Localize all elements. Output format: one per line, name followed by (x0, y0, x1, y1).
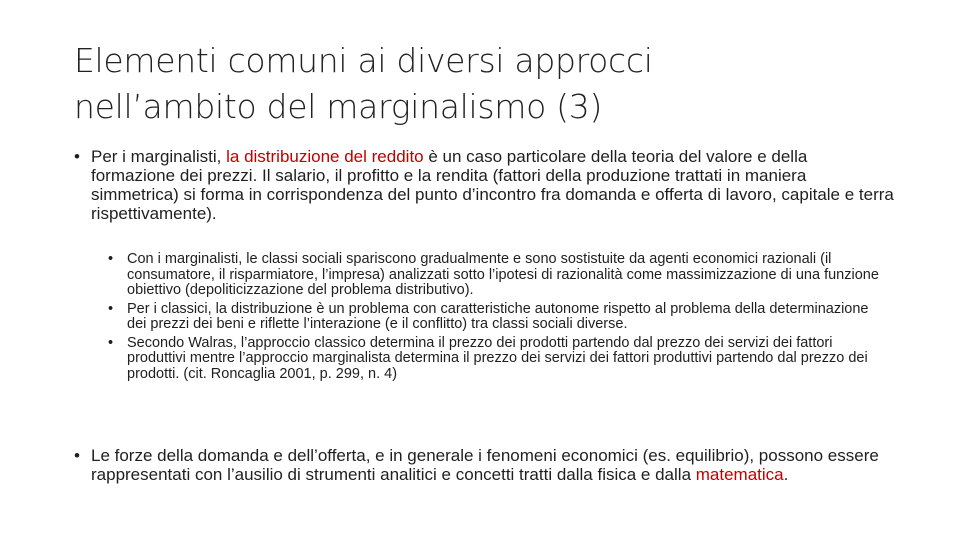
sub-bullet-item-1 (108, 252, 888, 299)
bullet-dot-icon: • (108, 334, 114, 351)
bullet-text-2-highlight: matematica (695, 465, 784, 484)
slide-title-line-1: Elementi comuni ai diversi approcci (74, 41, 653, 80)
bullet-text-2-after: . (783, 465, 789, 484)
sub-bullet-text-1: Con i marginalisti, le classi sociali spariscono gradualmente e sono sostistuite da agenti economici razionali (il consumatore, il risparmiatore, l’impresa) analizzati sotto l’ipotesi di razionalità come massimizzazione di una funzione obiettivo (depoliticizzazione del problema distributivo). (127, 251, 879, 298)
sub-bullet-item-2 (108, 302, 888, 333)
sub-bullet-item-3 (108, 336, 888, 383)
sub-bullet-list (108, 252, 888, 385)
bullet-item-1 (74, 147, 894, 223)
bullet-text-1 (91, 147, 894, 223)
bullet-dot-icon: • (74, 147, 80, 166)
bullet-text-1-highlight: la distribuzione del reddito (226, 147, 424, 166)
bullet-dot-icon: • (108, 251, 114, 267)
bullet-dot-icon: • (108, 300, 114, 317)
bullet-text-2-before: Le forze della domanda e dell’offerta, e in generale i fenomeni economici (es. equilibrio), possono essere rappresentati con l’ausilio di strumenti analitici e concetti tratti dalla fisica e dalla (91, 446, 879, 484)
slide-title-line-2: nell’ambito del marginalismo (3) (74, 87, 603, 126)
bullet-text-2 (91, 446, 894, 484)
bullet-text-1-before: Per i marginalisti, (91, 147, 227, 166)
bullet-text-1-after: è un caso particolare della teoria del valore e della formazione dei prezzi. Il salario, il profitto e la rendita (fattori della produzione trattati in maniera simmetrica) si forma in corrispondenza del punto d’incontro fra domanda e offerta di lavoro, capitale e terra rispettivamente). (91, 147, 894, 223)
sub-bullet-text-2: Per i classici, la distribuzione è un problema con caratteristiche autonome rispetto al problema della determinazione dei prezzi dei beni e riflette l’interazione (e il conflitto) tra classi sociali diverse. (127, 300, 869, 332)
slide-title (74, 38, 894, 130)
sub-bullet-text-3: Secondo Walras, l’approccio classico determina il prezzo dei prodotti partendo dal prezzo dei servizi dei fattori produttivi mentre l’approccio marginalista determina il prezzo dei servizi dei fattori produttivi partendo dal prezzo dei prodotti. (cit. Roncaglia 2001, p. 299, n. 4) (127, 334, 868, 382)
bullet-dot-icon: • (74, 446, 80, 465)
bullet-item-2 (74, 446, 894, 484)
